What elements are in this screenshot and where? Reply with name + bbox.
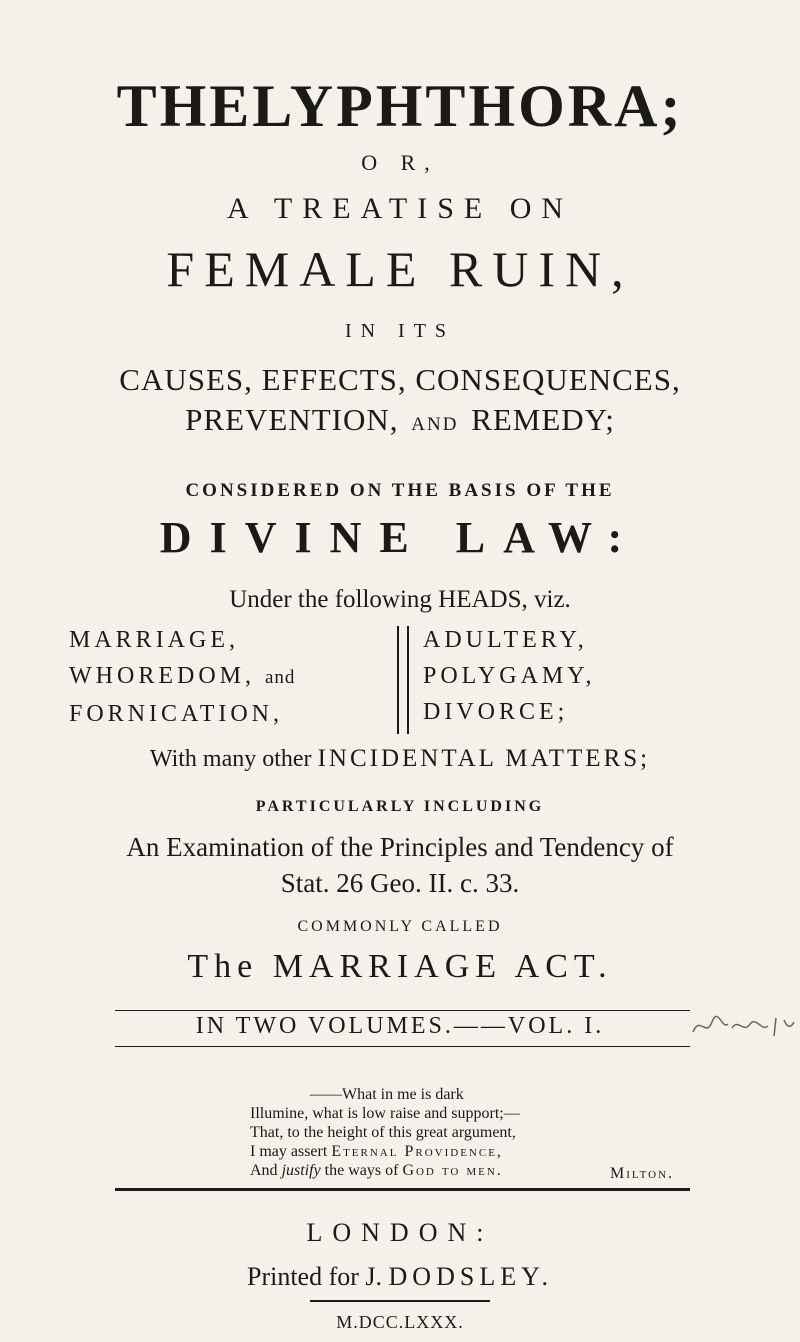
column-divider xyxy=(397,626,409,734)
divine-law-line: DIVINE LAW: xyxy=(159,513,641,562)
epigraph-author: Milton. xyxy=(610,1165,675,1182)
imprint-printer xyxy=(0,1262,800,1292)
particularly-line: PARTICULARLY INCLUDING xyxy=(255,798,545,815)
rule-top xyxy=(115,1010,690,1011)
handwritten-signature xyxy=(688,1010,798,1040)
printer-name: DODSLEY. xyxy=(388,1262,554,1291)
head-item: ADULTERY, xyxy=(423,627,588,653)
book-title: THELYPHTHORA; xyxy=(116,73,684,139)
incidental-caps: INCIDENTAL MATTERS; xyxy=(317,745,651,772)
imprint-date: M.DCC.LXXX. xyxy=(336,1312,464,1332)
incidental-prefix: With many other xyxy=(149,746,312,772)
treatise-line: A TREATISE ON xyxy=(226,192,574,225)
marriage-act-line: The MARRIAGE ACT. xyxy=(187,948,613,985)
in-its-line: IN ITS xyxy=(344,320,456,342)
epigraph-line: And justify the ways of God to men. xyxy=(250,1162,503,1179)
epigraph-line: That, to the height of this great argument, xyxy=(250,1124,516,1141)
commonly-called-line: COMMONLY CALLED xyxy=(297,918,503,935)
incidental-line xyxy=(0,745,800,773)
epigraph-line: I may assert Eternal Providence, xyxy=(250,1143,503,1160)
causes-line: CAUSES, EFFECTS, CONSEQUENCES, xyxy=(119,362,681,397)
head-item: POLYGAMY, xyxy=(423,663,596,689)
printer-prefix: Printed for J. xyxy=(246,1262,383,1291)
and-word: and xyxy=(265,667,296,688)
under-heads-line: Under the following HEADS, viz. xyxy=(229,586,571,613)
heads-left-column xyxy=(69,622,397,734)
considered-line: CONSIDERED ON THE BASIS OF THE xyxy=(185,480,615,501)
head-item: WHOREDOM, and xyxy=(69,663,296,689)
statute-line: Stat. 26 Geo. II. c. 33. xyxy=(280,868,520,898)
rule-bottom xyxy=(115,1046,690,1047)
volumes-line: IN TWO VOLUMES.——VOL. I. xyxy=(195,1013,605,1039)
epigraph-line: Illumine, what is low raise and support;— xyxy=(250,1105,520,1122)
subject-line: FEMALE RUIN, xyxy=(166,241,634,297)
or-line: O R, xyxy=(361,150,439,175)
and-word: AND xyxy=(411,414,459,435)
prevention-word: PREVENTION, xyxy=(185,402,399,437)
epigraph-line: ——What in me is dark xyxy=(310,1086,464,1103)
rule-imprint xyxy=(310,1300,490,1302)
head-item: MARRIAGE, xyxy=(69,627,240,653)
examination-line: An Examination of the Principles and Tendency of xyxy=(126,832,674,862)
heads-list xyxy=(0,622,800,734)
head-item: FORNICATION, xyxy=(69,701,284,727)
remedy-word: REMEDY; xyxy=(471,402,615,437)
imprint-city: LONDON: xyxy=(306,1218,494,1247)
prevention-line xyxy=(0,402,800,438)
rule-epigraph xyxy=(115,1188,690,1191)
heads-right-column xyxy=(409,622,731,734)
head-item: DIVORCE; xyxy=(423,699,569,725)
